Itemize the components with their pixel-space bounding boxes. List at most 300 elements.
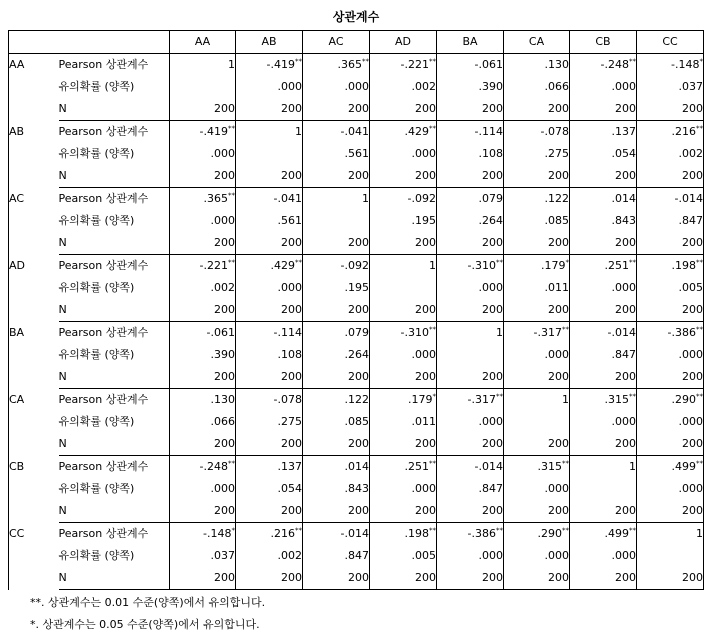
cell-value: -.386: [667, 326, 696, 339]
n-cell: [170, 232, 236, 255]
cell-value: .000: [411, 147, 436, 160]
cell-value: .847: [478, 482, 503, 495]
statistic-label: N: [59, 366, 170, 389]
cell-value: 200: [482, 303, 503, 316]
cell-value: 200: [281, 102, 302, 115]
cell-value: 200: [214, 504, 235, 517]
footnotes: [30, 592, 265, 636]
n-cell: [236, 433, 303, 456]
column-header: CA: [504, 31, 570, 54]
cell-value: .000: [611, 80, 636, 93]
cell-value: 200: [214, 370, 235, 383]
n-cell: [637, 232, 704, 255]
cell-value: .014: [344, 460, 369, 473]
cell-value: 200: [548, 169, 569, 182]
n-cell: [303, 366, 370, 389]
cell-value: 200: [281, 169, 302, 182]
cell-value: 200: [281, 571, 302, 584]
cell-value: .275: [544, 147, 569, 160]
cell-value: .054: [611, 147, 636, 160]
correlation-cell: [637, 523, 704, 546]
correlation-cell: [170, 121, 236, 144]
cell-value: 200: [415, 236, 436, 249]
significance-mark: **: [562, 325, 569, 334]
n-cell: [504, 232, 570, 255]
table-row: [9, 433, 704, 456]
cell-value: 200: [682, 169, 703, 182]
n-cell: [303, 165, 370, 188]
cell-value: .000: [344, 80, 369, 93]
cell-value: -.114: [273, 326, 302, 339]
table-row: [9, 76, 704, 98]
statistic-label: Pearson 상관계수: [59, 322, 170, 345]
table-row: [9, 545, 704, 567]
correlation-cell: [637, 188, 704, 211]
n-cell: [370, 232, 437, 255]
n-cell: [236, 500, 303, 523]
cell-value: .000: [478, 415, 503, 428]
pvalue-cell: [370, 344, 437, 366]
cell-value: .011: [411, 415, 436, 428]
cell-value: 1: [362, 192, 369, 205]
cell-value: 200: [482, 437, 503, 450]
correlation-cell: [570, 456, 637, 479]
statistic-label: Pearson 상관계수: [59, 456, 170, 479]
cell-value: -.092: [340, 259, 369, 272]
cell-value: 200: [682, 504, 703, 517]
cell-value: 200: [615, 236, 636, 249]
statistic-label: N: [59, 232, 170, 255]
cell-value: .002: [210, 281, 235, 294]
correlation-cell: [437, 322, 504, 345]
statistic-label: 유의확률 (양쪽): [59, 344, 170, 366]
cell-value: .290: [537, 527, 562, 540]
correlation-cell: [170, 188, 236, 211]
significance-mark: **: [696, 258, 703, 267]
cell-value: -.221: [199, 259, 228, 272]
cell-value: 1: [228, 58, 235, 71]
cell-value: 1: [295, 125, 302, 138]
pvalue-cell: [437, 76, 504, 98]
cell-value: 200: [682, 303, 703, 316]
correlation-cell: [637, 54, 704, 77]
cell-value: 200: [482, 169, 503, 182]
significance-mark: **: [696, 459, 703, 468]
n-cell: [170, 567, 236, 590]
cell-value: .000: [210, 214, 235, 227]
pvalue-cell: [170, 210, 236, 232]
correlation-cell: [370, 188, 437, 211]
correlation-cell: [637, 389, 704, 412]
cell-value: 200: [348, 102, 369, 115]
n-cell: [570, 232, 637, 255]
cell-value: .499: [671, 460, 696, 473]
cell-value: .037: [210, 549, 235, 562]
statistic-label: 유의확률 (양쪽): [59, 545, 170, 567]
significance-mark: **: [295, 258, 302, 267]
n-cell: [504, 98, 570, 121]
pvalue-cell: [170, 478, 236, 500]
pvalue-cell: [170, 277, 236, 299]
cell-value: 200: [482, 102, 503, 115]
correlation-cell: [570, 389, 637, 412]
significance-mark: *: [565, 258, 569, 267]
correlation-cell: [504, 54, 570, 77]
pvalue-cell: [437, 143, 504, 165]
cell-value: 200: [348, 303, 369, 316]
table-title: 상관계수: [332, 10, 380, 24]
cell-value: .066: [210, 415, 235, 428]
significance-mark: **: [429, 526, 436, 535]
significance-mark: **: [696, 325, 703, 334]
correlation-cell: [370, 523, 437, 546]
significance-mark: **: [429, 325, 436, 334]
cell-value: -.310: [467, 259, 496, 272]
significance-mark: **: [429, 124, 436, 133]
statistic-label: 유의확률 (양쪽): [59, 411, 170, 433]
cell-value: .000: [611, 549, 636, 562]
table-row: [9, 478, 704, 500]
n-cell: [570, 299, 637, 322]
cell-value: .130: [210, 393, 235, 406]
cell-value: 200: [415, 370, 436, 383]
pvalue-cell: [370, 76, 437, 98]
correlation-cell: [170, 54, 236, 77]
cell-value: -.419: [266, 58, 295, 71]
cell-value: .005: [411, 549, 436, 562]
n-cell: [303, 299, 370, 322]
n-cell: [236, 366, 303, 389]
row-variable-label: CA: [9, 389, 59, 456]
n-cell: [504, 165, 570, 188]
cell-value: 200: [214, 303, 235, 316]
cell-value: .000: [544, 348, 569, 361]
pvalue-cell: [637, 277, 704, 299]
n-cell: [370, 165, 437, 188]
cell-value: .195: [411, 214, 436, 227]
n-cell: [637, 299, 704, 322]
cell-value: .365: [203, 192, 228, 205]
pvalue-cell: [570, 545, 637, 567]
statistic-label: N: [59, 98, 170, 121]
cell-value: -.148: [203, 527, 232, 540]
cell-value: .847: [678, 214, 703, 227]
cell-value: .000: [210, 147, 235, 160]
n-cell: [236, 567, 303, 590]
pvalue-cell: [370, 210, 437, 232]
cell-value: 200: [548, 303, 569, 316]
n-cell: [437, 299, 504, 322]
row-variable-label: AC: [9, 188, 59, 255]
cell-value: -.386: [467, 527, 496, 540]
cell-value: 200: [214, 437, 235, 450]
cell-value: 200: [348, 370, 369, 383]
pvalue-cell: [570, 210, 637, 232]
cell-value: .108: [277, 348, 302, 361]
cell-value: 200: [415, 102, 436, 115]
pvalue-cell: [370, 478, 437, 500]
n-cell: [370, 567, 437, 590]
n-cell: [437, 567, 504, 590]
footnote-005: *. 상관계수는 0.05 수준(양쪽)에서 유의합니다.: [30, 618, 260, 631]
correlation-cell: [437, 188, 504, 211]
n-cell: [303, 98, 370, 121]
pvalue-cell: [570, 277, 637, 299]
significance-mark: **: [696, 392, 703, 401]
table-row: [9, 366, 704, 389]
statistic-label: 유의확률 (양쪽): [59, 478, 170, 500]
correlation-cell: [437, 121, 504, 144]
correlation-cell: [236, 389, 303, 412]
n-cell: [170, 98, 236, 121]
statistic-label: N: [59, 299, 170, 322]
correlation-cell: [303, 456, 370, 479]
cell-value: .000: [544, 482, 569, 495]
significance-mark: **: [629, 258, 636, 267]
correlation-cell: [570, 322, 637, 345]
statistic-label: N: [59, 567, 170, 590]
correlation-cell: [437, 389, 504, 412]
pvalue-cell: [504, 478, 570, 500]
correlation-cell: [170, 322, 236, 345]
correlation-cell: [570, 121, 637, 144]
column-header: BA: [437, 31, 504, 54]
cell-value: .264: [344, 348, 369, 361]
cell-value: 200: [682, 437, 703, 450]
correlation-cell: [437, 523, 504, 546]
n-cell: [570, 366, 637, 389]
n-cell: [170, 366, 236, 389]
correlation-cell: [303, 121, 370, 144]
cell-value: .054: [277, 482, 302, 495]
pvalue-cell: [437, 344, 504, 366]
cell-value: 200: [615, 169, 636, 182]
cell-value: 200: [415, 504, 436, 517]
column-header: AB: [236, 31, 303, 54]
cell-value: 200: [615, 571, 636, 584]
cell-value: 200: [682, 236, 703, 249]
statistic-label: Pearson 상관계수: [59, 389, 170, 412]
cell-value: 200: [548, 571, 569, 584]
correlation-cell: [570, 255, 637, 278]
cell-value: 200: [682, 571, 703, 584]
cell-value: .198: [404, 527, 429, 540]
correlation-cell: [504, 456, 570, 479]
n-cell: [637, 165, 704, 188]
significance-mark: **: [629, 57, 636, 66]
cell-value: .216: [270, 527, 295, 540]
cell-value: -.014: [674, 192, 703, 205]
cell-value: .000: [411, 348, 436, 361]
cell-value: .390: [478, 80, 503, 93]
pvalue-cell: [570, 411, 637, 433]
cell-value: .843: [611, 214, 636, 227]
row-variable-label: AB: [9, 121, 59, 188]
cell-value: 200: [615, 102, 636, 115]
n-cell: [303, 433, 370, 456]
cell-value: .130: [544, 58, 569, 71]
pvalue-cell: [170, 411, 236, 433]
cell-value: 1: [629, 460, 636, 473]
cell-value: 200: [682, 370, 703, 383]
n-cell: [236, 232, 303, 255]
significance-mark: *: [699, 57, 703, 66]
cell-value: .000: [611, 281, 636, 294]
correlation-cell: [504, 523, 570, 546]
pvalue-cell: [236, 277, 303, 299]
significance-mark: **: [228, 258, 235, 267]
correlation-cell: [236, 255, 303, 278]
row-variable-label: CC: [9, 523, 59, 590]
pvalue-cell: [504, 277, 570, 299]
column-header: AA: [170, 31, 236, 54]
cell-value: 200: [482, 370, 503, 383]
correlation-cell: [437, 456, 504, 479]
correlation-cell: [170, 389, 236, 412]
n-cell: [504, 433, 570, 456]
cell-value: 200: [348, 571, 369, 584]
cell-value: .499: [604, 527, 629, 540]
n-cell: [303, 567, 370, 590]
cell-value: 200: [214, 236, 235, 249]
table-row: [9, 121, 704, 144]
cell-value: .561: [277, 214, 302, 227]
statistic-label: N: [59, 500, 170, 523]
cell-value: .122: [344, 393, 369, 406]
pvalue-cell: [637, 411, 704, 433]
cell-value: .000: [277, 281, 302, 294]
n-cell: [236, 299, 303, 322]
cell-value: .275: [277, 415, 302, 428]
cell-value: 200: [281, 370, 302, 383]
statistic-label: N: [59, 165, 170, 188]
cell-value: .002: [411, 80, 436, 93]
table-row: [9, 54, 704, 77]
cell-value: .195: [344, 281, 369, 294]
n-cell: [637, 500, 704, 523]
significance-mark: **: [228, 191, 235, 200]
table-row: [9, 165, 704, 188]
significance-mark: **: [228, 124, 235, 133]
cell-value: .251: [604, 259, 629, 272]
pvalue-cell: [570, 143, 637, 165]
significance-mark: **: [362, 57, 369, 66]
cell-value: .000: [611, 415, 636, 428]
pvalue-cell: [570, 478, 637, 500]
cell-value: .561: [344, 147, 369, 160]
cell-value: -.078: [540, 125, 569, 138]
n-cell: [504, 500, 570, 523]
n-cell: [437, 165, 504, 188]
correlation-cell: [437, 255, 504, 278]
significance-mark: **: [429, 459, 436, 468]
correlation-cell: [303, 255, 370, 278]
table-row: [9, 344, 704, 366]
cell-value: -.317: [467, 393, 496, 406]
n-cell: [170, 299, 236, 322]
cell-value: 200: [281, 236, 302, 249]
pvalue-cell: [236, 545, 303, 567]
pvalue-cell: [170, 143, 236, 165]
n-cell: [170, 165, 236, 188]
cell-value: -.014: [474, 460, 503, 473]
cell-value: .085: [544, 214, 569, 227]
cell-value: -.310: [400, 326, 429, 339]
significance-mark: **: [496, 258, 503, 267]
cell-value: 200: [482, 571, 503, 584]
n-cell: [437, 366, 504, 389]
column-header: CB: [570, 31, 637, 54]
correlation-cell: [437, 54, 504, 77]
correlation-cell: [637, 255, 704, 278]
pvalue-cell: [303, 277, 370, 299]
pvalue-cell: [303, 143, 370, 165]
n-cell: [303, 232, 370, 255]
cell-value: 200: [548, 236, 569, 249]
correlation-cell: [170, 456, 236, 479]
cell-value: .847: [344, 549, 369, 562]
pvalue-cell: [504, 545, 570, 567]
pvalue-cell: [303, 411, 370, 433]
cell-value: .390: [210, 348, 235, 361]
cell-value: -.317: [533, 326, 562, 339]
cell-value: .014: [611, 192, 636, 205]
pvalue-cell: [370, 411, 437, 433]
pvalue-cell: [236, 478, 303, 500]
pvalue-cell: [504, 411, 570, 433]
cell-value: .011: [544, 281, 569, 294]
pvalue-cell: [637, 76, 704, 98]
statistic-label: Pearson 상관계수: [59, 54, 170, 77]
cell-value: 200: [482, 236, 503, 249]
cell-value: .079: [478, 192, 503, 205]
pvalue-cell: [570, 76, 637, 98]
significance-mark: **: [429, 57, 436, 66]
significance-mark: **: [295, 57, 302, 66]
n-cell: [437, 433, 504, 456]
significance-mark: **: [295, 526, 302, 535]
cell-value: .137: [611, 125, 636, 138]
cell-value: .079: [344, 326, 369, 339]
cell-value: .264: [478, 214, 503, 227]
significance-mark: *: [231, 526, 235, 535]
pvalue-cell: [236, 411, 303, 433]
pvalue-cell: [370, 545, 437, 567]
correlation-cell: [504, 255, 570, 278]
statistic-label: 유의확률 (양쪽): [59, 277, 170, 299]
pvalue-cell: [437, 277, 504, 299]
n-cell: [236, 98, 303, 121]
cell-value: .365: [337, 58, 362, 71]
cell-value: 200: [548, 102, 569, 115]
correlation-cell: [570, 54, 637, 77]
n-cell: [570, 500, 637, 523]
pvalue-cell: [637, 545, 704, 567]
cell-value: .066: [544, 80, 569, 93]
n-cell: [637, 98, 704, 121]
corner-cell: [9, 31, 170, 54]
table-row: [9, 255, 704, 278]
n-cell: [437, 98, 504, 121]
cell-value: .000: [478, 281, 503, 294]
correlation-cell: [570, 188, 637, 211]
cell-value: 1: [429, 259, 436, 272]
n-cell: [370, 500, 437, 523]
pvalue-cell: [437, 478, 504, 500]
statistic-label: 유의확률 (양쪽): [59, 143, 170, 165]
n-cell: [570, 98, 637, 121]
correlation-cell: [370, 456, 437, 479]
